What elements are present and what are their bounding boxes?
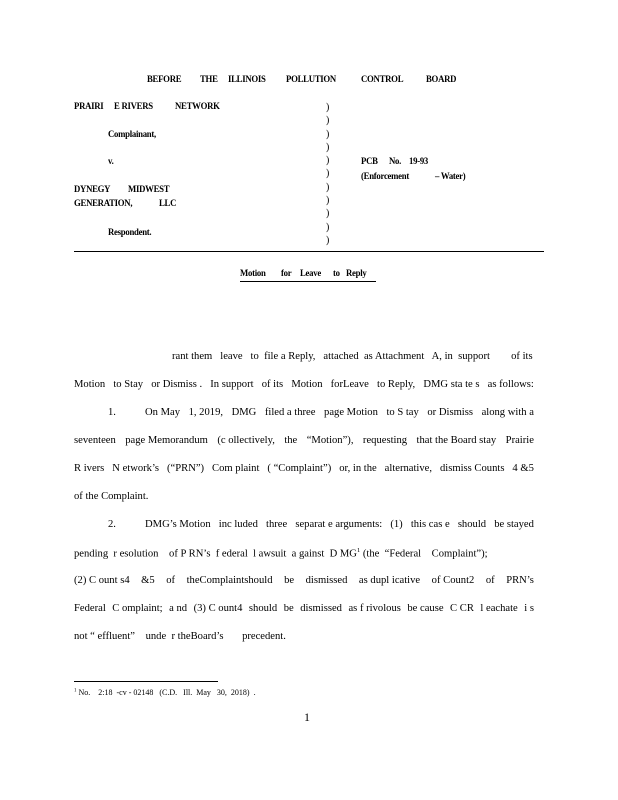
text-run: DMG’s Motion <box>145 519 211 530</box>
text-run: pending r esolution of P RN’s f ederal l awsuit a gainst D MG <box>74 548 357 560</box>
title-word: to <box>333 269 340 279</box>
footnote-mark: 1 <box>74 688 77 694</box>
text-run: of <box>166 575 176 586</box>
case-type-part: (Enforcement <box>361 172 409 182</box>
heading-word: CONTROL <box>361 75 404 85</box>
paren: ) <box>326 141 330 153</box>
text-run: three <box>266 519 288 530</box>
text-run: DMG <box>231 407 257 418</box>
text-run: i s <box>524 603 534 614</box>
text-run: 1, 2019, <box>188 407 224 418</box>
complainant-name-part: E RIVERS <box>114 102 153 112</box>
text-run: the <box>284 435 298 446</box>
paragraph-number: 1. <box>108 407 116 418</box>
paren: ) <box>326 221 330 233</box>
text-run: dismissed <box>300 603 342 614</box>
title-underline <box>240 281 376 282</box>
body-line <box>74 575 534 586</box>
text-run: C omplaint; <box>112 603 163 614</box>
text-run: (c ollectively, <box>217 435 275 446</box>
paren: ) <box>326 208 330 220</box>
text-run: In support <box>210 379 254 390</box>
text-run: to S tay <box>386 407 419 418</box>
text-run: Federal <box>74 603 106 614</box>
text-run: separat e arguments: <box>295 519 383 530</box>
text-run: along with a <box>481 407 534 418</box>
footnote-separator <box>74 681 218 682</box>
paren: ) <box>326 168 330 180</box>
paren: ) <box>326 115 330 127</box>
body-line <box>74 435 534 446</box>
text-run: page Motion <box>324 407 378 418</box>
paren: ) <box>326 155 330 167</box>
body-line <box>74 379 534 390</box>
text-run: to Stay <box>113 379 144 390</box>
text-run: Prairie <box>505 435 534 446</box>
paren: ) <box>326 234 330 246</box>
text-run: 4 &5 <box>512 463 534 474</box>
text-run: or Dismiss . <box>151 379 203 390</box>
heading-word: BEFORE <box>147 75 182 85</box>
text-run: be <box>284 575 295 586</box>
text-run: be stayed <box>494 519 534 530</box>
heading-word: BOARD <box>426 75 457 85</box>
text-run: as dupl icative <box>358 575 421 586</box>
paren: ) <box>326 102 330 113</box>
text-run: C CR <box>450 603 474 614</box>
paren: ) <box>326 181 330 193</box>
text-run: to Reply, <box>377 379 416 390</box>
respondent-name-part: LLC <box>159 199 177 209</box>
text-run: should <box>457 519 487 530</box>
text-run: or Dismiss <box>427 407 473 418</box>
versus-label: v. <box>108 157 114 167</box>
title-word: Reply <box>346 269 367 279</box>
caption-divider <box>74 251 544 252</box>
text-run: dismiss Counts <box>439 463 505 474</box>
body-line <box>74 463 534 474</box>
text-run: inc luded <box>218 519 258 530</box>
text-run: “Motion”), <box>306 435 354 446</box>
case-type-part: – Water) <box>435 172 466 182</box>
text-run: that the Board stay <box>416 435 497 446</box>
text-run: a nd <box>169 603 188 614</box>
text-run: (the “Federal Complaint”); <box>360 548 488 560</box>
text-run: seventeen <box>74 435 116 446</box>
text-run: &5 <box>141 575 155 586</box>
body-line <box>74 603 534 614</box>
title-word: Leave <box>300 269 321 279</box>
footnote-text: No. 2:18 -cv - 02148 (C.D. Ill. May 30, 2018) . <box>78 688 256 697</box>
complainant-name-part: PRAIRI <box>74 102 104 112</box>
text-run: alternative, <box>384 463 433 474</box>
text-run: should <box>248 603 278 614</box>
respondent-role: Respondent. <box>108 228 152 238</box>
page-number: 1 <box>304 710 310 724</box>
heading-word: POLLUTION <box>286 75 336 85</box>
text-run: requesting <box>362 435 408 446</box>
text-run: PRN’s <box>506 575 534 586</box>
body-line <box>145 407 534 418</box>
body-line <box>74 547 488 560</box>
paren: ) <box>326 128 330 140</box>
text-run: dismissed <box>305 575 348 586</box>
respondent-name-part: MIDWEST <box>128 185 170 195</box>
paragraph-number: 2. <box>108 519 116 530</box>
text-run: Motion <box>291 379 323 390</box>
text-run: as f rivolous <box>348 603 401 614</box>
body-line: of the Complaint. <box>74 491 149 502</box>
case-number-part: No. <box>389 157 402 167</box>
text-run: (3) C ount4 <box>193 603 243 614</box>
respondent-name-part: GENERATION, <box>74 199 133 209</box>
text-run: as follows: <box>487 379 534 390</box>
caption-parenthesis-column <box>326 101 329 247</box>
text-run: (2) C ount s4 <box>74 575 130 586</box>
text-run: page Memorandum <box>125 435 208 446</box>
body-line: rant them leave to file a Reply, attached as Attachment A, in support of its <box>172 351 533 362</box>
paren: ) <box>326 195 330 207</box>
text-run: be <box>283 603 294 614</box>
title-word: Motion <box>240 269 266 279</box>
text-run: filed a three <box>264 407 316 418</box>
body-line: not “ effluent” unde r theBoard’s precedent. <box>74 631 286 642</box>
footnote <box>74 688 256 697</box>
text-run: theComplaintshould <box>186 575 273 586</box>
case-number-part: 19-93 <box>409 157 429 167</box>
text-run: l eachate <box>480 603 518 614</box>
heading-word: THE <box>200 75 218 85</box>
text-run: of Count2 <box>431 575 475 586</box>
text-run: R ivers <box>74 463 105 474</box>
text-run: (“PRN”) <box>167 463 205 474</box>
heading-word: ILLINOIS <box>228 75 266 85</box>
text-run: (1) <box>390 519 403 530</box>
text-run: Com plaint <box>212 463 260 474</box>
text-run: this cas e <box>410 519 450 530</box>
text-run: or, in the <box>339 463 377 474</box>
complainant-role: Complainant, <box>108 130 156 140</box>
title-word: for <box>281 269 292 279</box>
text-run: of its <box>261 379 284 390</box>
text-run: forLeave <box>330 379 369 390</box>
text-run: On May <box>145 407 181 418</box>
body-line <box>145 519 534 530</box>
complainant-name-part: NETWORK <box>175 102 220 112</box>
text-run: DMG sta te s <box>423 379 480 390</box>
text-run: ( “Complaint”) <box>267 463 332 474</box>
respondent-name-part: DYNEGY <box>74 185 111 195</box>
text-run: N etwork’s <box>112 463 160 474</box>
text-run: Motion <box>74 379 106 390</box>
text-run: be cause <box>407 603 444 614</box>
footnote-reference[interactable]: 1 <box>356 547 361 554</box>
text-run: of <box>485 575 495 586</box>
case-number-part: PCB <box>361 157 378 167</box>
